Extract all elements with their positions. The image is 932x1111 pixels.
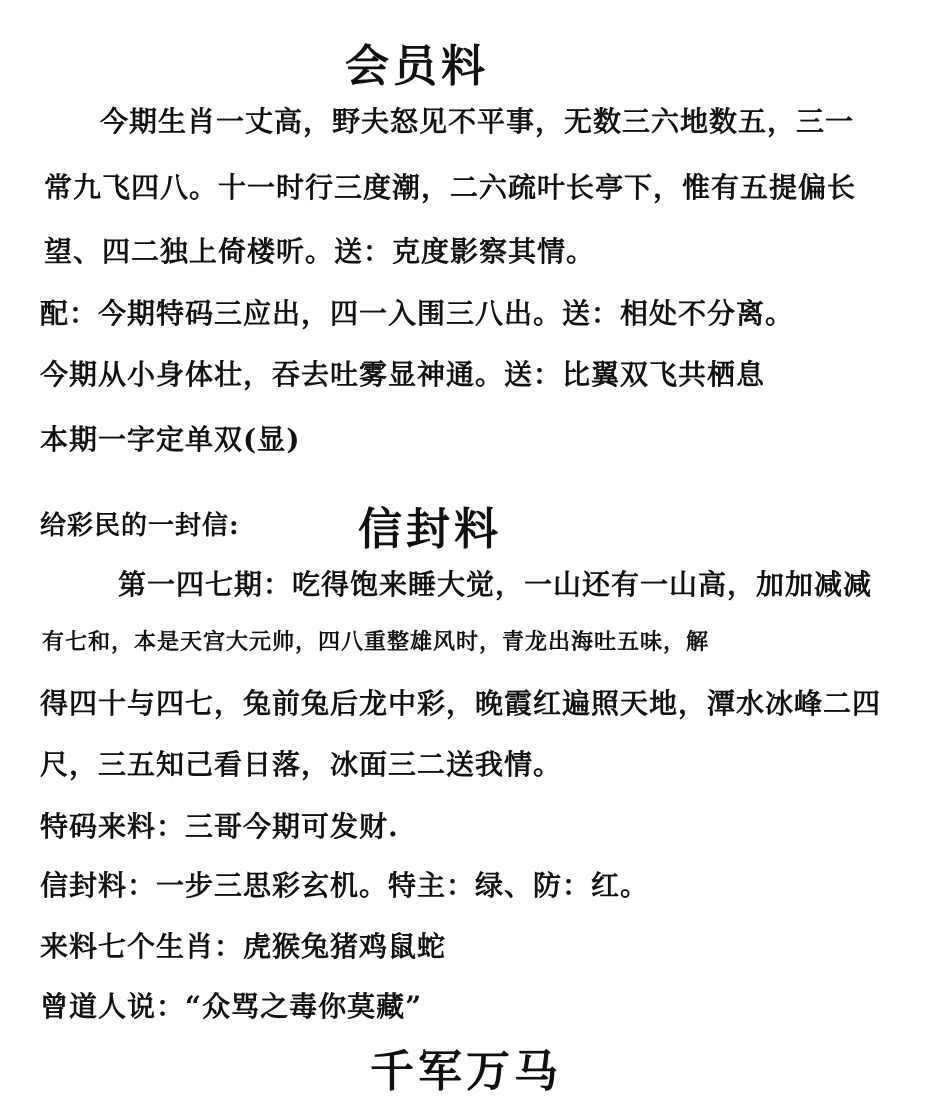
section-title-envelope: 信封料 bbox=[358, 504, 502, 555]
envelope-line-1: 第一四七期：吃得饱来睡大觉，一山还有一山高，加加减减 bbox=[118, 568, 873, 601]
envelope-line-2: 有七和，本是天宫大元帅，四八重整雄风时，青龙出海吐五味，解 bbox=[42, 629, 710, 655]
member-line-4: 配：今期特码三应出，四一入围三八出。送：相处不分离。 bbox=[40, 297, 795, 330]
footer-title: 千军万马 bbox=[370, 1046, 562, 1097]
envelope-line-3: 得四十与四七，兔前兔后龙中彩，晚霞红遍照天地，潭水冰峰二四 bbox=[40, 687, 882, 720]
special-code-line: 特码来料：三哥今期可发财. bbox=[40, 810, 399, 843]
member-line-2: 常九飞四八。十一时行三度潮，二六疏叶长亭下，惟有五提偏长 bbox=[44, 171, 857, 204]
zodiac-line: 来料七个生肖：虎猴兔猪鸡鼠蛇 bbox=[40, 930, 447, 963]
member-line-5: 今期从小身体壮，吞去吐雾显神通。送：比翼双飞共栖息 bbox=[40, 358, 766, 391]
member-line-6: 本期一字定单双(显) bbox=[40, 423, 301, 456]
quote-line: 曾道人说：“众骂之毒你莫藏” bbox=[40, 990, 423, 1023]
member-line-3: 望、四二独上倚楼听。送：克度影察其情。 bbox=[44, 235, 596, 268]
section-title-member: 会员料 bbox=[345, 41, 489, 92]
envelope-line-4: 尺，三五知己看日落，冰面三二送我情。 bbox=[40, 748, 563, 781]
letter-intro: 给彩民的一封信: bbox=[40, 511, 240, 541]
envelope-tip-line: 信封料：一步三思彩玄机。特主：绿、防：红。 bbox=[40, 869, 650, 902]
member-line-1: 今期生肖一丈高，野夫怒见不平事，无数三六地数五，三一 bbox=[100, 105, 855, 138]
